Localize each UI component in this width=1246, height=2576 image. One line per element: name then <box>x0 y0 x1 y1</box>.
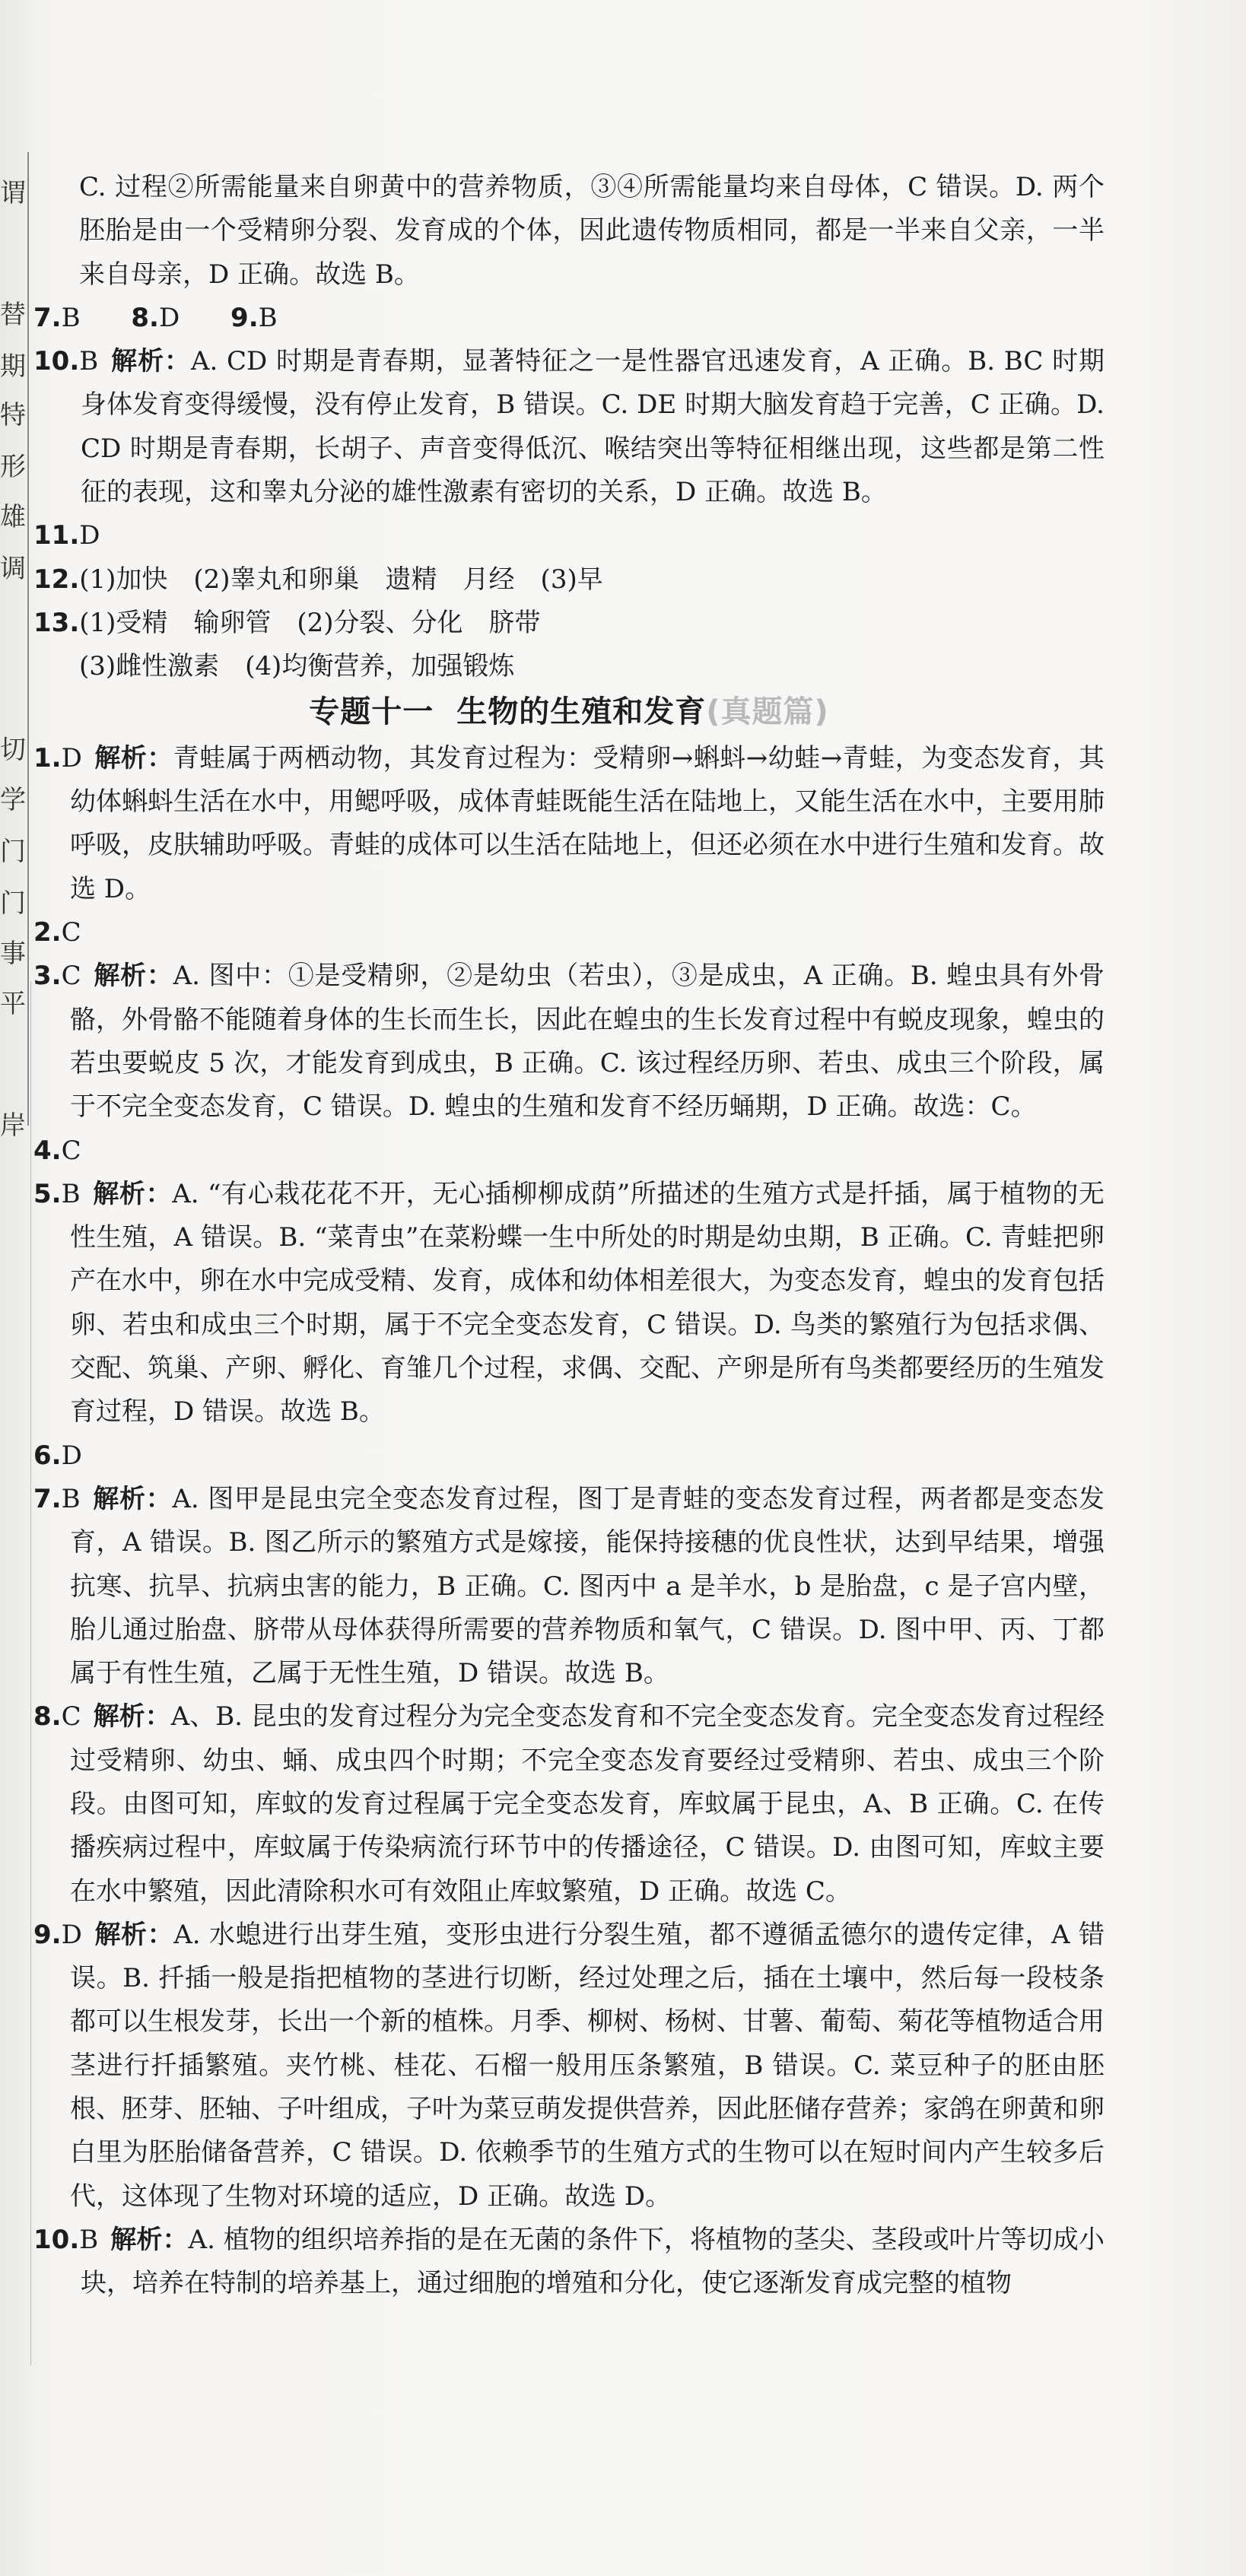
question-number: 2. <box>33 917 62 948</box>
explanation-label: 解析： <box>110 346 191 377</box>
answer-text: (3)雌性激素 (4)均衡营养，加强锻炼 <box>79 651 515 682</box>
edge-char: 形 <box>0 452 26 482</box>
edge-char: 学 <box>0 785 26 815</box>
answer-choice: B <box>61 1483 81 1514</box>
question-number: 6. <box>33 1440 62 1471</box>
answer-text: C. 过程②所需能量来自卵黄中的营养物质，③④所需能量均来自母体，C 错误。D. 两个胚胎是由一个受精卵分裂、发育成的个体，因此遗传物质相同，都是一半来自父亲，一半来自母亲，D 正确。故选 B。 <box>79 172 1105 290</box>
explanation-label: 解析： <box>92 1483 173 1514</box>
question-number: 3. <box>33 961 62 992</box>
edge-char: 替 <box>0 300 26 330</box>
edge-char: 特 <box>0 400 26 430</box>
answer-text: (1)受精 输卵管 (2)分裂、分化 脐带 <box>79 607 541 638</box>
answer-choice: B <box>258 302 278 333</box>
section-title: 生物的生殖和发育 <box>456 694 707 729</box>
explanation-text: A. 图中：①是受精卵，②是幼虫（若虫），③是成虫，A 正确。B. 蝗虫具有外骨骼，外骨骼不能随着身体的生长而生长，因此在蝗虫的生长发育过程中有蜕皮现象，蝗虫的若虫要蜕皮 5 次，才能发育到成虫，B 正确。C. 该过程经历卵、若虫、成虫三个阶段，属于不完全变态发育，C 错误。D. 蝗虫的生殖和发育不经历蛹期，D 正确。故选：C。 <box>70 961 1105 1123</box>
answer-choice: C <box>61 1135 81 1166</box>
answer-choice: D <box>61 742 82 773</box>
answer-item <box>33 911 1105 954</box>
answer-row-7-9 <box>33 297 1105 340</box>
explanation-label: 解析： <box>93 961 173 992</box>
explanation-label: 解析： <box>93 1701 171 1733</box>
edge-char: 事 <box>0 939 26 969</box>
edge-char: 门 <box>0 837 26 867</box>
previous-answer-continuation <box>33 166 1105 297</box>
explanation-text: A. 图甲是昆虫完全变态发育过程，图丁是青蛙的变态发育过程，两者都是变态发育，A 错误。B. 图乙所示的繁殖方式是嫁接，能保持接穗的优良性状，达到早结果，增强抗寒、抗旱、抗病虫害的能力，B 正确。C. 图丙中 a 是羊水，b 是胎盘，c 是子宫内壁，胎儿通过胎盘、脐带从母体获得所需要的营养物质和氧气，C 错误。D. 图中甲、丙、丁都属于有性生殖，乙属于无性生殖，D 错误。故选 B。 <box>70 1483 1105 1689</box>
answer-item <box>33 1129 1105 1173</box>
answer-item-13 <box>33 602 1105 689</box>
answer-item <box>33 1695 1105 1913</box>
answer-item <box>33 1434 1105 1478</box>
question-number: 11. <box>33 520 80 551</box>
answer-choice: D <box>61 1440 82 1471</box>
edge-char: 门 <box>0 888 26 919</box>
answer-item-11 <box>33 514 1105 557</box>
answer-item <box>33 1173 1105 1434</box>
answer-choice: C <box>61 917 81 948</box>
explanation-label: 解析： <box>94 1919 174 1950</box>
answer-choice: D <box>158 302 180 333</box>
question-number: 8. <box>131 302 159 333</box>
question-number: 7. <box>33 1483 62 1514</box>
answer-item-12 <box>33 558 1105 602</box>
question-number: 7. <box>33 302 62 333</box>
edge-char: 雄 <box>0 502 26 532</box>
question-number: 4. <box>33 1135 62 1166</box>
edge-char: 岸 <box>0 1110 26 1141</box>
explanation-label: 解析： <box>92 1178 173 1209</box>
explanation-text: A. CD 时期是青春期，显著特征之一是性器官迅速发育，A 正确。B. BC 时期身体发育变得缓慢，没有停止发育，B 错误。C. DE 时期大脑发育趋于完善，C 正确。D. CD 时期是青春期，长胡子、声音变得低沉、喉结突出等特征相继出现，这些都是第二性征的表现，这和睾丸分泌的雄性激素有密切的关系，D 正确。故选 B。 <box>81 346 1105 508</box>
question-number: 13. <box>33 607 80 638</box>
explanation-text: A. 水螅进行出芽生殖，变形虫进行分裂生殖，都不遵循孟德尔的遗传定律，A 错误。B. 扦插一般是指把植物的茎进行切断，经过处理之后，插在土壤中，然后每一段枝条都可以生根发芽，长出一个新的植株。月季、柳树、杨树、甘薯、葡萄、菊花等植物适合用茎进行扦插繁殖。夹竹桃、桂花、石榴一般用压条繁殖，B 错误。C. 菜豆种子的胚由胚根、胚芽、胚轴、子叶组成，子叶为菜豆萌发提供营养，因此胚储存营养；家鸽在卵黄和卵白里为胚胎储备营养，C 错误。D. 依赖季节的生殖方式的生物可以在短时间内产生较多后代，这体现了生物对环境的适应，D 正确。故选 D。 <box>70 1919 1105 2212</box>
answer-choice: B <box>61 1178 81 1209</box>
edge-char: 调 <box>0 554 26 584</box>
answer-choice: C <box>61 961 81 992</box>
section-tag: (真题篇) <box>706 694 829 729</box>
explanation-label: 解析： <box>110 2224 189 2255</box>
question-number: 1. <box>33 742 62 773</box>
edge-char: 平 <box>0 989 26 1019</box>
answer-item-10 <box>33 340 1105 514</box>
question-number: 10. <box>33 346 80 377</box>
answer-choice: D <box>61 1919 82 1950</box>
explanation-text: A. “有心栽花花不开，无心插柳柳成荫”所描述的生殖方式是扦插，属于植物的无性生殖，A 错误。B. “菜青虫”在菜粉蝶一生中所处的时期是幼虫期，B 正确。C. 青蛙把卵产在水中，卵在水中完成受精、发育，成体和幼体相差很大，为变态发育，蝗虫的发育包括卵、若虫和成虫三个时期，属于不完全变态发育，C 错误。D. 鸟类的繁殖行为包括求偶、交配、筑巢、产卵、孵化、育雏几个过程，求偶、交配、产卵是所有鸟类都要经历的生殖发育过程，D 错误。故选 B。 <box>70 1178 1105 1428</box>
binding-edge-line <box>27 152 29 1126</box>
answer-choice: C <box>61 1701 81 1733</box>
question-number: 9. <box>230 302 259 333</box>
question-number: 8. <box>33 1701 62 1733</box>
section-number: 专题十一 <box>309 694 434 729</box>
answer-choice: B <box>61 302 81 333</box>
binding-edge-line <box>30 981 31 2365</box>
question-number: 9. <box>33 1919 62 1950</box>
explanation-text: A. 植物的组织培养指的是在无菌的条件下，将植物的茎尖、茎段或叶片等切成小块，培养在特制的培养基上，通过细胞的增殖和分化，使它逐渐发育成完整的植物 <box>81 2224 1105 2299</box>
edge-char: 切 <box>0 735 26 765</box>
answer-item <box>33 737 1105 911</box>
section-heading <box>33 691 1105 734</box>
answer-list <box>33 737 1105 2306</box>
answer-content <box>33 166 1105 2306</box>
question-number: 5. <box>33 1178 62 1209</box>
explanation-text: 青蛙属于两栖动物，其发育过程为：受精卵→蝌蚪→幼蛙→青蛙，为变态发育，其幼体蝌蚪生活在水中，用鳃呼吸，成体青蛙既能生活在陆地上，又能生活在水中，主要用肺呼吸，皮肤辅助呼吸。青蛙的成体可以生活在陆地上，但还必须在水中进行生殖和发育。故选 D。 <box>70 742 1105 904</box>
question-number: 12. <box>33 564 80 595</box>
answer-item <box>33 2219 1105 2306</box>
explanation-text: A、B. 昆虫的发育过程分为完全变态发育和不完全变态发育。完全变态发育过程经过受精卵、幼虫、蛹、成虫四个时期；不完全变态发育要经过受精卵、若虫、成虫三个阶段。由图可知，库蚊的发育过程属于完全变态发育，库蚊属于昆虫，A、B 正确。C. 在传播疾病过程中，库蚊属于传染病流行环节中的传播途径，C 错误。D. 由图可知，库蚊主要在水中繁殖，因此清除积水可有效阻止库蚊繁殖，D 正确。故选 C。 <box>70 1701 1105 1907</box>
answer-choice: B <box>79 2224 99 2255</box>
answer-item <box>33 1478 1105 1695</box>
edge-char: 期 <box>0 351 26 382</box>
answer-item <box>33 954 1105 1129</box>
explanation-label: 解析： <box>94 742 173 773</box>
answer-item <box>33 1914 1105 2219</box>
answer-choice: B <box>79 346 99 377</box>
answer-text: (1)加快 (2)睾丸和卵巢 遗精 月经 (3)早 <box>79 564 603 595</box>
answer-choice: D <box>79 520 100 551</box>
edge-char: 谓 <box>0 178 26 208</box>
question-number: 10. <box>33 2224 80 2255</box>
